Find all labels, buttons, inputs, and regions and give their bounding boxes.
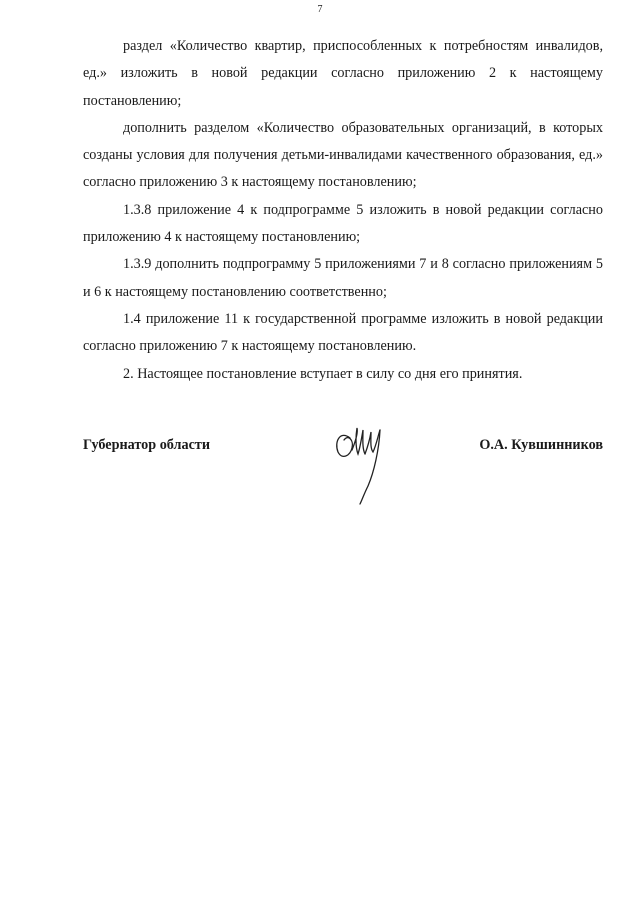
signatory-name: О.А. Кувшинников — [479, 437, 603, 453]
paragraph-apartments-section: раздел «Количество квартир, приспособленных к потребностям инвалидов, ед.» изложить в новой редакции согласно приложению 2 к настоящему постановлению; — [83, 38, 603, 109]
paragraph-effective-date: 2. Настоящее постановление вступает в силу со дня его принятия. — [123, 365, 523, 382]
handwritten-signature — [330, 420, 400, 510]
paragraph-educational-orgs-section: дополнить разделом «Количество образовательных организаций, в которых созданы условия для получения детьми-инвалидами качественного образования, ед.» согласно приложению 3 к настоящему постановлению; — [83, 119, 603, 191]
paragraph-item-1-4: 1.4 приложение 11 к государственной программе изложить в новой редакции согласно приложению 7 к настоящему постановлению. — [83, 310, 603, 355]
page-number: 7 — [317, 4, 323, 15]
signatory-position: Губернатор области — [83, 437, 211, 453]
paragraph-item-1-3-9: 1.3.9 дополнить подпрограмму 5 приложениями 7 и 8 согласно приложениям 5 и 6 к настоящему постановлению соответственно; — [83, 256, 603, 300]
document-body — [83, 33, 603, 388]
paragraph-item-1-3-8: 1.3.8 приложение 4 к подпрограмме 5 изложить в новой редакции согласно приложению 4 к настоящему постановлению; — [83, 201, 603, 246]
